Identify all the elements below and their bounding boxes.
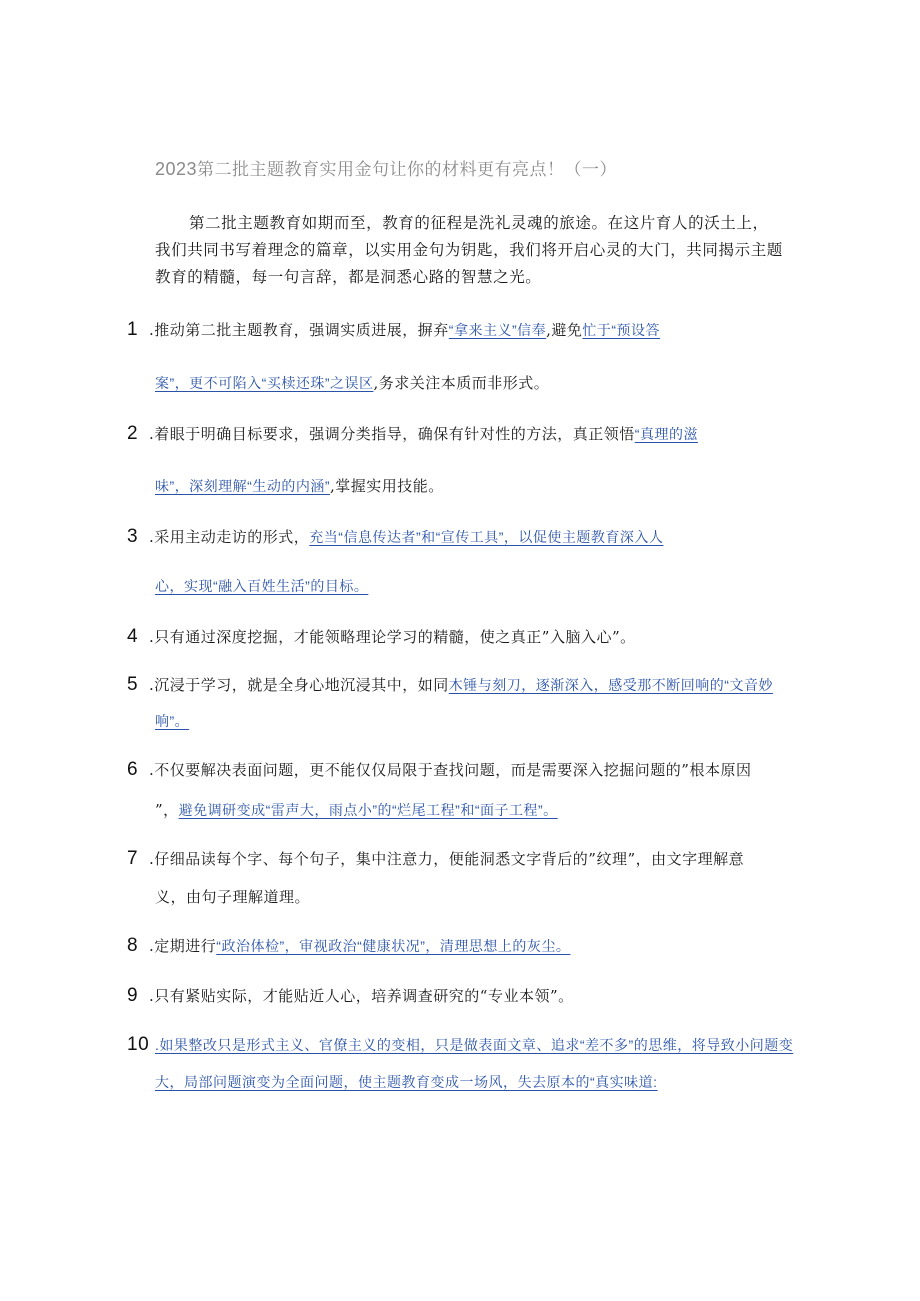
document-title [155, 155, 617, 180]
item-text: ,掌握实用技能。 [330, 477, 444, 495]
intro-paragraph [155, 210, 783, 291]
intro-line: 教育的精髓，每一句言辞，都是洞悉心路的智慧之光。 [155, 268, 542, 286]
item-text: ,务求关注本质而非形式。 [373, 374, 550, 392]
item-text: .只有紧贴实际，才能贴近人心，培养调查研究的“专业本领”。 [149, 987, 574, 1005]
item-link[interactable]: 响”。 [155, 713, 190, 729]
list-item [127, 848, 744, 870]
item-number: 1 [127, 319, 139, 340]
item-link[interactable]: 木锤与刻刀，逐渐深入，感受那不断回响的“文音妙 [448, 677, 773, 693]
item-text: ,避免 [546, 321, 583, 339]
intro-line: 第二批主题教育如期而至，教育的征程是洗礼灵魂的旅途。在这片育人的沃土上， [189, 214, 769, 232]
item-text: .推动第二批主题教育，强调实质进展，摒弃 [149, 321, 449, 339]
list-item [127, 1034, 793, 1056]
list-item [127, 526, 663, 548]
item-number: 5 [127, 674, 139, 695]
item-link[interactable]: “真理的滋 [634, 426, 698, 442]
intro-line: 我们共同书写着理念的篇章，以实用金句为钥匙，我们将开启心灵的大门，共同揭示主题 [155, 241, 783, 259]
title-text: 第二批主题教育实用金句让你的材料更有亮点！（一） [197, 160, 618, 180]
item-number: 6 [127, 759, 139, 780]
item-link[interactable]: 忙于“预设答 [582, 322, 661, 338]
list-item [127, 674, 773, 696]
item-link[interactable]: “政治体检”，审视政治“健康状况”，清理思想上的灰尘。 [216, 938, 571, 954]
item-number: 8 [127, 935, 139, 956]
item-number: 10 [127, 1034, 150, 1055]
list-item [127, 319, 660, 341]
item-number: 9 [127, 985, 139, 1006]
title-year: 2023 [155, 159, 198, 179]
list-item [127, 935, 570, 957]
list-item [127, 759, 751, 781]
item-text: .仔细品读每个字、每个句子，集中注意力，便能洞悉文字背后的”纹理”，由文字理解意 [149, 850, 745, 868]
list-item-continuation [155, 886, 310, 907]
list-item-continuation [155, 1072, 658, 1092]
list-item [127, 985, 574, 1007]
item-link[interactable]: 避免调研变成“雷声大，雨点小”的“烂尾工程”和“面子工程”。 [178, 802, 558, 818]
list-item-continuation [155, 799, 558, 820]
item-number: 4 [127, 626, 139, 647]
list-item-continuation [155, 372, 549, 393]
list-item [127, 626, 636, 648]
item-link[interactable]: “拿来主义”信奉 [448, 322, 547, 338]
item-text: .着眼于明确目标要求，强调分类指导，确保有针对性的方法，真正领悟 [149, 425, 635, 443]
item-link[interactable]: 大，局部问题演变为全面问题，使主题教育变成一场风，失去原本的“真实味道: [155, 1074, 658, 1090]
item-text: 义，由句子理解道理。 [155, 888, 311, 906]
item-link[interactable]: .如果整改只是形式主义、官僚主义的变相，只是做表面文章、追求“差不多”的思维，将导致小问题变 [155, 1037, 794, 1053]
list-item [127, 423, 698, 445]
item-text: .沉浸于学习，就是全身心地沉浸其中，如同 [149, 676, 449, 694]
item-text: .只有通过深度挖掘，才能领略理论学习的精髓，使之真正”入脑入心”。 [149, 628, 636, 646]
item-link[interactable]: 味”，深刻理解“生动的内涵” [155, 478, 330, 494]
item-number: 7 [127, 848, 139, 869]
item-number: 3 [127, 526, 139, 547]
item-link[interactable]: 充当“信息传达者”和“宣传工具”，以促使主题教育深入人 [309, 529, 664, 545]
item-link[interactable]: 心，实现“融入百姓生活”的目标。 [155, 578, 369, 594]
item-text: ”， [155, 801, 179, 819]
list-item-continuation [155, 711, 189, 731]
item-text: .采用主动走访的形式， [149, 528, 310, 546]
item-text: .定期进行 [149, 937, 217, 955]
item-link[interactable]: 案”，更不可陷入“买椟还珠”之误区 [155, 375, 374, 391]
list-item-continuation [155, 576, 368, 596]
list-item-continuation [155, 475, 444, 496]
item-text: .不仅要解决表面问题，更不能仅仅局限于查找问题，而是需要深入挖掘问题的”根本原因 [149, 761, 752, 779]
item-number: 2 [127, 423, 139, 444]
